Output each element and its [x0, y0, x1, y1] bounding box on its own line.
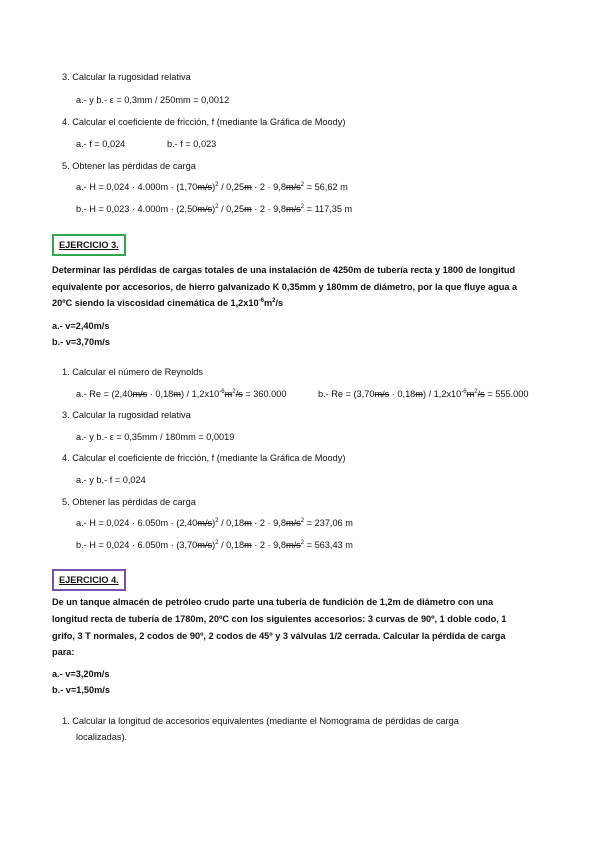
exercise-3-statement-line-2: equivalente por accesorios, de hierro galvanizado K 0,35mm y 180mm de diámetro, por la que fluye agua a	[52, 282, 518, 292]
exercise-3-statement-line-3: 20ºC siendo la viscosidad cinemática de $1,2x10^{-6}m^2/s$	[52, 297, 284, 308]
step-3-heading: 3. Calcular la rugosidad relativa	[62, 72, 191, 82]
exercise-4-step-1-line-1: 1. Calcular la longitud de accesorios equivalentes (mediante el Nomograma de pérdidas de carga	[62, 716, 459, 726]
exercise-3-statement-line-1: Determinar las pérdidas de cargas totales de una instalación de 4250m de tubería recta y 1800 de longitud	[52, 265, 516, 275]
step-3-answer: a.- y b.- ε = 0,3mm / 250mm = 0,0012	[76, 95, 230, 105]
exercise-3-step-4-heading: 4. Calcular el coeficiente de fricción, f (mediante la Gráfica de Moody)	[62, 453, 346, 463]
step-5-answer-b: b.- $H = 0,023 \cdot 4.000m \cdot (2,50m/s)^2 / 0,25m \cdot 2 \cdot 9,8m/s^2 = 117,35$ m	[76, 203, 353, 214]
exercise-4-title: EJERCICIO 4.	[52, 569, 126, 591]
step-4-answer-b: b.- f = 0,023	[167, 139, 217, 149]
exercise-3-step-1-heading: 1. Calcular el número de Reynolds	[62, 367, 203, 377]
exercise-4-velocity-b: b.- v=1,50m/s	[52, 685, 110, 695]
exercise-3-step-3-answer: a.- y b.- ε = 0,35mm / 180mm = 0,0019	[76, 432, 235, 442]
exercise-3-step-5-heading: 5. Obtener las pérdidas de carga	[62, 497, 196, 507]
step-4-heading: 4. Calcular el coeficiente de fricción, f (mediante la Gráfica de Moody)	[62, 117, 346, 127]
exercise-4-statement-line-2: longitud recta de tubería de 1780m, 20ºC con los siguientes accesorios: 3 curvas de 90º, 1 doble codo, 1	[52, 614, 507, 624]
step-5-heading: 5. Obtener las pérdidas de carga	[62, 161, 196, 171]
exercise-3-velocity-a: a.- v=2,40m/s	[52, 321, 110, 331]
exercise-3-step-5-answer-a: a.- $H = 0,024 \cdot 6.050m \cdot (2,40m/s)^2 / 0,18m \cdot 2 \cdot 9,8m/s^2 = 237,06$ m	[76, 517, 353, 528]
exercise-3-step-3-heading: 3. Calcular la rugosidad relativa	[62, 410, 191, 420]
step-5-answer-a: a.- $H = 0,024 \cdot 4.000m \cdot (1,70m/s)^2 / 0,25m \cdot 2 \cdot 9,8m/s^2 = 56,62$ m	[76, 181, 348, 192]
exercise-3-step-4-answer: a.- y b.- f = 0,024	[76, 475, 146, 485]
exercise-4-statement-line-3: grifo, 3 T normales, 2 codos de 90º, 2 codos de 45º y 3 válvulas 1/2 cerrada. Calcular la pérdida de carga	[52, 631, 506, 641]
exercise-4-step-1-line-2: localizadas).	[76, 732, 128, 742]
exercise-3-step-5-answer-b: b.- $H = 0,024 \cdot 6.050m \cdot (3,70m/s)^2 / 0,18m \cdot 2 \cdot 9,8m/s^2 = 563,43$ m	[76, 539, 353, 550]
exercise-4-statement-line-1: De un tanque almacén de petróleo crudo parte una tubería de fundición de 1,2m de diámetro con una	[52, 597, 494, 607]
exercise-4-velocity-a: a.- v=3,20m/s	[52, 669, 110, 679]
exercise-4-statement-line-4: para:	[52, 647, 75, 657]
exercise-3-reynolds-b: b.- $Re = (3,70m/s \cdot 0,18m) / 1,2x10^{-6}m^2/s = 555.000$	[318, 388, 529, 399]
exercise-3-title: EJERCICIO 3.	[52, 234, 126, 256]
step-4-answer-a: a.- f = 0,024	[76, 139, 126, 149]
exercise-3-reynolds-a: a.- $Re = (2,40m/s \cdot 0,18m) / 1,2x10^{-6}m^2/s = 360.000$	[76, 388, 287, 399]
exercise-3-velocity-b: b.- v=3,70m/s	[52, 337, 110, 347]
